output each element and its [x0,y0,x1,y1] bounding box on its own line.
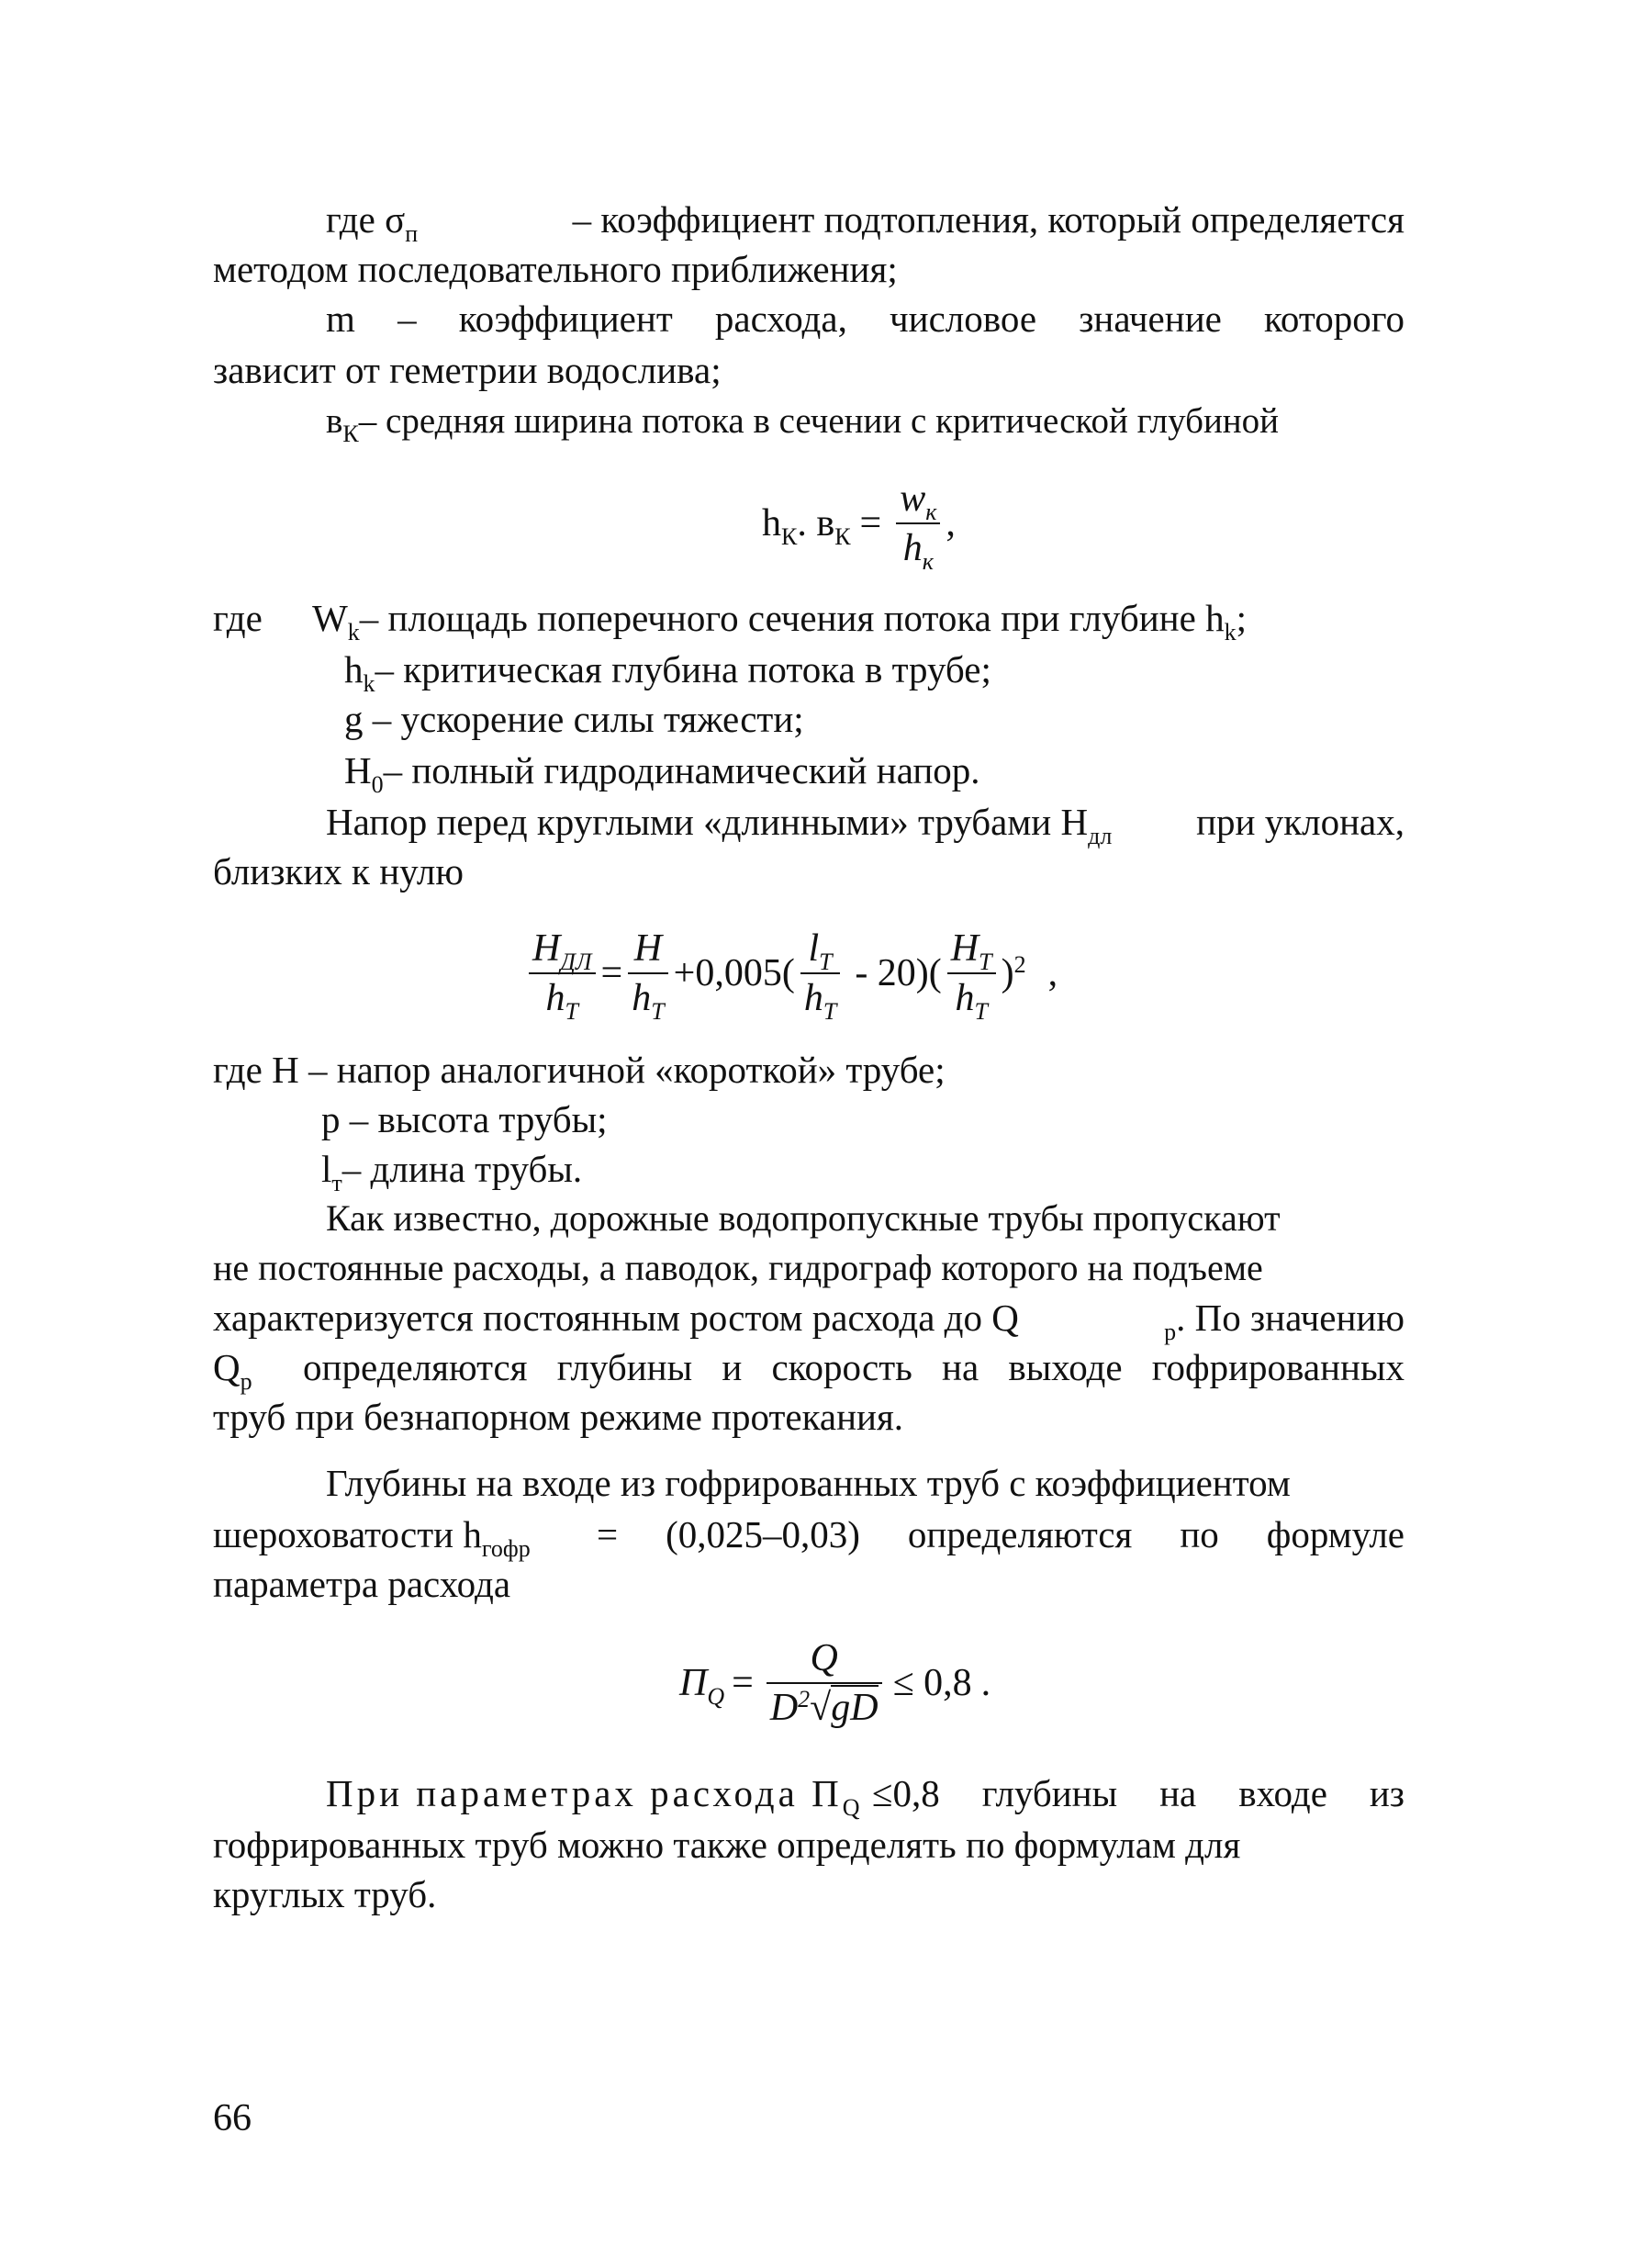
fraction-w-over-h: $\frac{w_к}{h_к}$ [896,475,940,572]
sqrt-sign: √ [810,1687,832,1729]
fraction-hdl-over-ht: $\frac{H_{ДЛ}}{h_T}$ [529,925,596,1022]
text-line-17: характеризуется постоянным ростом расхода до Q $_р$. По значению [213,1297,1405,1345]
text-line-20: Глубины на входе из гофрированных труб с коэффициентом [326,1462,1291,1504]
formula-long-pipe-head: $\frac{H_{ДЛ}}{h_T}$ = $\frac{H}{h_T}$ +0,005( $\frac{l_T}{h_T}$ - 20)( $\frac{H_T}{h_T}$ )$^2$ , [523,909,1058,1038]
text-line-15: Как известно, дорожные водопропускные трубы пропускают [326,1197,1281,1239]
text-line-19: труб при безнапорном режиме протекания. [213,1396,904,1438]
formula-flow-parameter: $П_Q$ = $\frac{Q}{D^2√gD}$ ≤ 0,8 . [679,1623,990,1743]
text-line-25: круглых труб. [213,1873,437,1915]
text-line-11: близких к нулю [213,850,464,893]
text-line-4: зависит от геметрии водослива; [213,349,722,391]
text-line-2: методом последовательного приближения; [213,248,898,290]
text-line-9: $H_0-$ полный гидродинамический напор. [344,749,980,798]
text-line-23: При параметрах расхода $П_Q$ ≤0,8 глубины на входе из [326,1772,1405,1821]
text-line-24: гофрированных труб можно также определять по формулам для [213,1824,1241,1866]
text-line-1: где $\sigma_п$ – коэффициент подтопления, который определяется [326,198,1405,247]
text-line-8: g – ускорение силы тяжести; [344,698,804,740]
text-line-18: $Q_р$ определяются глубины и скорость на выходе гофрированных [213,1346,1405,1395]
text-line-12: где H – напор аналогичной «короткой» трубе; [213,1049,946,1091]
text-line-5: $в_К-$ средняя ширина потока в сечении с критической глубиной [326,401,1280,447]
text-line-3: m – коэффициент расхода, числовое значение которого [326,298,1405,340]
text-line-21: шероховатости $h_{гофр}$ = (0,025–0,03) определяются по формуле [213,1513,1405,1562]
text-line-7: $h_k-$ критическая глубина потока в трубе; [344,648,991,697]
text-line-6: где $W_k-$ площадь поперечного сечения потока при глубине $h_k$; [213,597,1247,646]
fraction-lt-over-ht: $\frac{l_T}{h_T}$ [800,925,840,1022]
text-line-22: параметра расхода [213,1563,511,1605]
page-number: 66 [213,2097,252,2139]
fraction-ht-over-ht: $\frac{H_T}{h_T}$ [947,925,996,1022]
text-line-14: $l_т-$ длина трубы. [321,1148,583,1196]
fraction-h-over-ht: $\frac{H}{h_T}$ [628,925,667,1022]
fraction-q-over-d2-sqrt-gd: $\frac{Q}{D^2√gD}$ [767,1634,882,1732]
text-line-16: не постоянные расходы, а паводок, гидрограф которого на подъеме [213,1247,1263,1288]
text-line-10: Напор перед круглыми «длинными» трубами $H_{дл}$ при уклонах, [326,801,1405,849]
formula-critical-width: $h_К$. $в_К$ = $\frac{w_к}{h_к}$ , [762,468,956,578]
text-line-13: p – высота трубы; [321,1098,608,1140]
